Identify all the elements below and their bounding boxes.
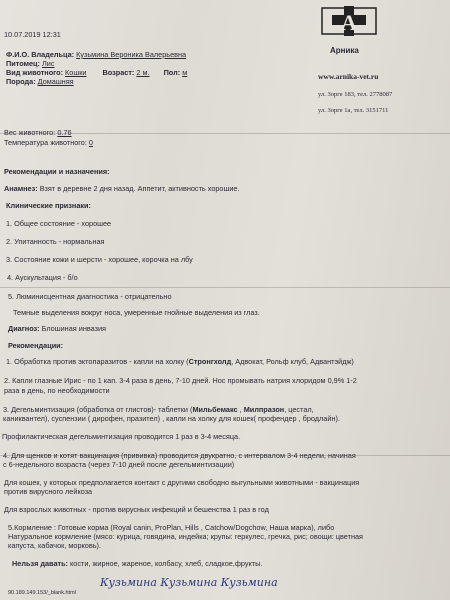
sign-item: 1. Общее состояние - хорошее [6,219,112,228]
breed-label: Порода: [6,77,36,86]
pet-row [6,59,55,68]
clinical-signs-title: Клинические признаки: [6,201,91,210]
owner-value: Кузьмина Вероника Валерьевна [76,50,187,59]
rec-4-line-5: Для взрослых животных - против вирусных инфекций и бешенства 1 раз в год [4,505,269,514]
breed-row [6,77,74,86]
rec-3-line-2: каниквантел), суспензии ( дирофен, празител) , капли на холку для кошек( профендер , бродлайн). [3,414,340,423]
sex-label: Пол: [163,68,181,77]
species-label: Вид животного: [6,68,64,77]
rec-3-separator: , [237,405,244,414]
svg-text:A: A [341,10,357,35]
diagnosis-row [8,324,106,333]
rec-5-line-1: 5.Кормление : Готовые корма (Royal canin, ProPlan, Hills , Catchow/Dogchow, Наша марка), либо [8,523,335,532]
clinic-logo [318,6,380,46]
breed-value: Домашняя [37,77,74,86]
clinic-name: Арника [330,46,359,55]
rec-3-line-3: Профилактическая дегельминтизация проводится 1 раз в 3-4 месяца. [2,432,241,441]
anamnesis-text: Взят в деревне 2 дня назад. Аппетит, активность хорошие. [39,184,240,193]
weight-row [4,128,72,137]
species-value: Кошки [65,68,87,77]
pet-value: Лис [41,59,55,68]
temperature-row [4,138,93,147]
owner-label: Ф.И.О. Владельца: [6,50,75,59]
rec-1-text: 1. Обработка против эктопаразитов - капли на холку ( [6,357,189,366]
pet-label: Питомец: [6,59,40,68]
sex-value: м [182,68,188,77]
diagnosis-text: Блошиная инвазия [41,324,106,333]
rec-3-drug-2: Милпразон [243,405,285,414]
clinic-logo-icon [318,6,380,46]
rec-4-line-3: Для кошек, у которых предполагается контакт с другими свободно выгульными животными - вакцинация [4,478,360,487]
temperature-label: Температура животного: [4,138,87,147]
clinic-address-2: ул. Зорге 1а, тел. 3151711 [318,107,389,114]
sign-item: 4. Аускультация - б/о [7,273,78,282]
print-date: 10.07.2019 12:31 [4,30,61,39]
rec-2-line-2: раза в день, по необходимости [4,386,110,395]
rec-4-line-2: с 6-недельного возраста (через 7-10 дней после дегельминтизации) [3,460,235,469]
rec-5-line-3: капуста, кабачок, морковь). [8,541,101,550]
anamnesis-row [4,184,240,193]
nose-note: Темные выделения вокруг носа, умеренные гнойные выделения из глаз. [13,308,260,317]
temperature-value: 0 [88,138,93,147]
sign-item: 3. Состояние кожи и шерсти - хорошее, корочка на лбу [6,255,193,264]
rec-3-line-1 [3,405,314,414]
recs-label: Рекомендации: [8,341,64,350]
anamnesis-label: Анамнез: [4,184,38,193]
age-value: 2 м. [136,68,150,77]
rec-5-line-2: Натуральное кормление (мясо: курица, говядина, индейка; крупы: геркулес, гречка, рис; овощи: цветная [8,532,363,541]
weight-label: Вес животного: [4,128,56,137]
owner-row [6,50,186,59]
rec-4-line-1: 4. Для щенков и котят вакцинация (прививка) проводится двукратно, с интервалом 3-4 недели, начиная [3,451,356,460]
rec-3-text: 3. Дегельминтизация (обработка от глистов)- таблетки ( [3,405,193,414]
rec-3-text-end: , цестал, [284,405,314,414]
rec-4-line-4: против вирусного лейкоза [4,487,93,496]
sign-item: 2. Упитанность - нормальная [6,237,105,246]
clinic-address-1: ул. Зорге 183, тел. 2778087 [318,91,393,98]
species-row [6,68,187,77]
rec-2-line-1: 2. Капли глазные Ирис - по 1 кап. 3-4 раза в день, 7-10 дней. Нос промывать натрия хлоридом 0,9% 1-2 [4,376,357,385]
forbidden-row [12,559,262,568]
forbidden-label: Нельзя давать: [12,559,68,568]
sign-item: 5. Люминисцентная диагностика - отрицательно [8,292,172,301]
rec-1-text-end: , Адвокат, Рольф клуб, Адвантэйдж) [231,357,354,366]
print-url: 90.189.149.153/_blank.html [8,590,76,596]
forbidden-text: кости, жирное, жареное, колбасу, хлеб, сладкое,фрукты. [70,559,263,568]
rec-1-drug: Стронгхолд [188,357,232,366]
handwritten-signature: Кузьмина Кузьмина Кузьмина [100,576,278,589]
weight-value: 0.76 [57,128,72,137]
paper-fold [0,287,450,288]
age-label: Возраст: [102,68,135,77]
rec-1 [6,357,354,366]
recommendations-title: Рекомендации и назначения: [4,167,110,176]
clinic-website: www.arnika-vet.ru [318,72,379,81]
diagnosis-label: Диагноз: [8,324,40,333]
rec-3-drug-1: Мильбемакс [192,405,238,414]
